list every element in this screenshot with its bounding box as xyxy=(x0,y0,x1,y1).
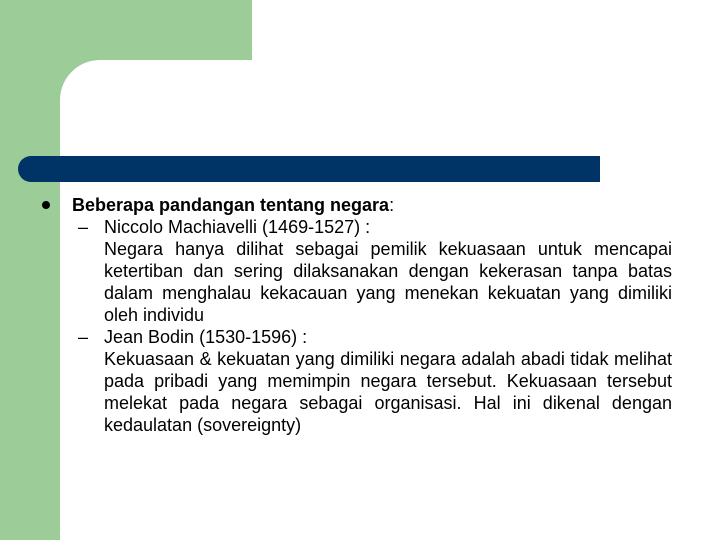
subitem-machiavelli xyxy=(40,216,672,326)
slide-content xyxy=(40,194,672,436)
subitem-bodin xyxy=(40,326,672,436)
bullet-dot-icon xyxy=(42,201,50,209)
dash-marker: – xyxy=(78,327,89,347)
subitem-name: Niccolo Machiavelli (1469-1527) : xyxy=(104,217,371,237)
bullet-heading-colon: : xyxy=(389,195,395,215)
title-bar xyxy=(18,156,600,182)
bullet-heading: Beberapa pandangan tentang negara xyxy=(72,195,390,215)
subitem-text: Negara hanya dilihat sebagai pemilik kekuasaan untuk mencapai ketertiban dan sering dilaksanakan dengan kekerasan tanpa batas dalam menghalau kekacauan yang menekan kekuatan yang dimiliki oleh individu xyxy=(104,239,672,325)
subitem-name: Jean Bodin (1530-1596) : xyxy=(104,327,308,347)
dash-marker: – xyxy=(78,217,89,237)
subitem-text: Kekuasaan & kekuatan yang dimiliki negara adalah abadi tidak melihat pada pribadi yang memimpin negara tersebut. Kekuasaan tersebut melekat pada negara sebagai organisasi. Hal ini dikenal dengan kedaulatan (sovereignty) xyxy=(104,349,672,435)
bullet-item xyxy=(40,194,672,216)
